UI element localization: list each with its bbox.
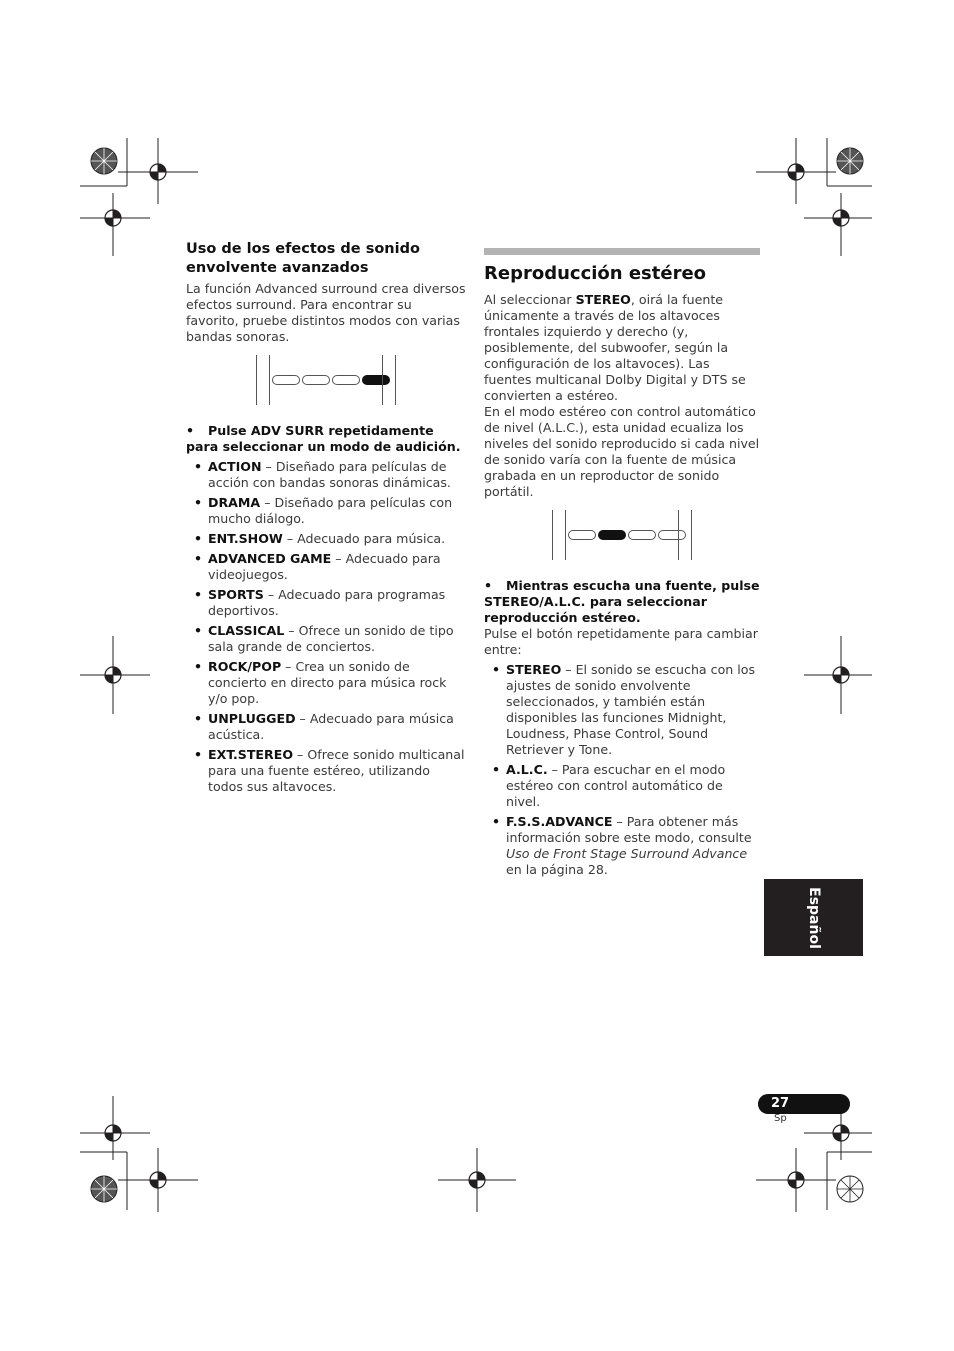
mode-name: EXT.STEREO [208,747,294,762]
mode-desc: – Diseñado para películas de acción con bandas sonoras dinámicas. [208,459,451,490]
instruction-adv-surr [186,423,466,455]
list-item [208,747,466,795]
mode-desc: – Adecuado para música. [282,531,446,546]
stereo-sub: Pulse el botón repetidamente para cambiar entre: [484,626,758,657]
text-run: Al seleccionar [484,292,576,307]
list-item [208,459,466,491]
mode-name: SPORTS [208,587,264,602]
list-item [208,587,466,619]
mode-desc: – Ofrece un sonido de tipo sala grande de conciertos. [208,623,454,654]
mode-name: CLASSICAL [208,623,285,638]
mode-desc: – Adecuado para música acústica. [208,711,454,742]
mode-name: ACTION [208,459,262,474]
page-number: 27 [771,1096,790,1111]
mode-desc: – Para obtener más información sobre este modo, consulte [506,814,752,845]
list-item [208,531,466,547]
page-number-badge [758,1094,850,1114]
cross-reference: Uso de Front Stage Surround Advance [506,846,748,861]
display-frame-left [256,355,270,405]
display-keys [568,530,688,540]
mode-name: ENT.SHOW [208,531,283,546]
language-tab-label: Español [805,886,822,949]
instruction-text: Pulse ADV SURR repetidamente para seleccionar un modo de audición. [186,423,461,454]
display-key [332,375,360,385]
list-item [506,762,760,810]
stereo-mode-list [484,662,760,878]
list-item [506,662,760,758]
mode-name: UNPLUGGED [208,711,296,726]
display-frame-right [678,510,692,560]
mode-name: A.L.C. [506,762,548,777]
mode-name: STEREO [506,662,562,677]
mode-desc: – El sonido se escucha con los ajustes de sonido envolvente seleccionados, y también están disponibles las funciones Midnight, Loudness, Phase Control, Sound Retriever y Tone. [506,662,756,757]
instruction-text: Mientras escucha una fuente, pulse STEREO/A.L.C. para seleccionar reproducción estéreo. [484,578,760,625]
display-key [302,375,330,385]
mode-name: F.S.S.ADVANCE [506,814,613,829]
mode-name: DRAMA [208,495,261,510]
display-key [272,375,300,385]
display-key-active [598,530,626,540]
section-rule [484,248,760,255]
right-column [484,248,760,878]
list-item [208,659,466,707]
page-language-code: Sp [774,1113,787,1124]
advanced-mode-list [186,459,466,795]
mode-desc: – Para escuchar en el modo estéreo con control automático de nivel. [506,762,726,809]
display-key [628,530,656,540]
bullet: • [186,423,195,438]
left-column [186,240,466,795]
list-item [208,623,466,655]
text-run-bold: STEREO [575,292,631,307]
display-frame-right [382,355,396,405]
display-key [568,530,596,540]
section-heading-stereo: Reproducción estéreo [484,263,707,284]
section-heading-advanced-surround: Uso de los efectos de sonido envolvente avanzados [186,241,420,276]
alc-description: En el modo estéreo con control automático de nivel (A.L.C.), esta unidad ecualiza los niveles del sonido reproducido si cada nivel de sonido varía con la fuente de música grabada en un reproductor de sonido portátil. [484,404,760,499]
mode-name: ROCK/POP [208,659,282,674]
mode-desc: – Adecuado para videojuegos. [208,551,441,582]
mode-desc: – Diseñado para películas con mucho diálogo. [208,495,453,526]
instruction-stereo [484,578,760,626]
display-indicator-stereo [552,510,692,566]
display-indicator-adv-surr [256,355,396,411]
display-keys [272,375,392,385]
mode-desc: – Crea un sonido de concierto en directo para música rock y/o pop. [208,659,447,706]
bullet: • [484,578,493,593]
advanced-surround-intro: La función Advanced surround crea diversos efectos surround. Para encontrar su favorito, pruebe distintos modos con varias bandas sonoras. [186,281,466,344]
mode-desc: – Ofrece sonido multicanal para una fuente estéreo, utilizando todos sus altavoces. [208,747,465,794]
language-tab [764,879,863,956]
mode-name: ADVANCED GAME [208,551,332,566]
mode-desc: en la página 28. [506,862,608,877]
list-item [208,711,466,743]
list-item [506,814,760,878]
list-item [208,551,466,583]
text-run: , oirá la fuente únicamente a través de los altavoces frontales izquierdo y derecho (y, posiblemente, del subwoofer, según la configuración de los altavoces). Las fuentes multicanal Dolby Digital y DTS se convierten a estéreo. [484,292,746,403]
mode-desc: – Adecuado para programas deportivos. [208,587,446,618]
display-frame-left [552,510,566,560]
list-item [208,495,466,527]
stereo-intro [484,292,760,404]
